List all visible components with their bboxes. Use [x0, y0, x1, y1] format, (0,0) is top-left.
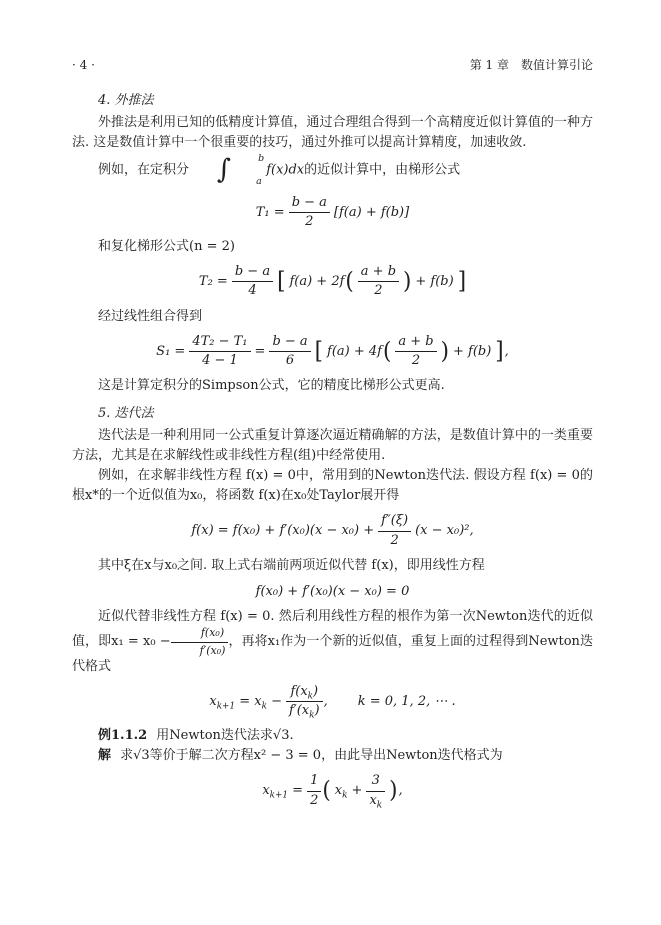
section-4-paragraph-2	[72, 153, 593, 188]
formula-comma: ,	[323, 693, 328, 709]
formula-term: + f(b)	[452, 343, 492, 359]
fraction-numerator: f(x₀)	[171, 627, 229, 642]
section-5-paragraph-2: 例如，在求解非线性方程 f(x) = 0中，常用到的Newton迭代法. 假设方程 f(x) = 0的根x*的一个近似值为x₀，将函数 f(x)在x₀处Taylor展开得	[72, 468, 593, 504]
left-paren: (	[345, 268, 354, 296]
solution-label: 解	[98, 748, 112, 764]
fraction-denominator: 2	[374, 283, 383, 299]
section-4-paragraph-4: 经过线性组合得到	[98, 308, 203, 324]
formula-term: f(a) + 2f	[289, 274, 345, 290]
formula-linear-equation	[72, 584, 593, 600]
equals-sign: =	[288, 783, 304, 799]
solution-line	[72, 746, 593, 766]
section-4-heading: 4. 外推法	[98, 93, 154, 108]
fraction-numerator: 3	[366, 774, 385, 791]
fraction-denominator: 2	[390, 532, 399, 548]
equals-sign: =	[254, 343, 266, 359]
section-5-paragraph-4	[72, 607, 593, 676]
inline-fraction	[171, 627, 229, 656]
fraction	[269, 335, 310, 369]
fraction	[286, 685, 323, 719]
integral-limits	[231, 154, 264, 186]
right-paren: )	[440, 337, 449, 365]
example-text: 用Newton迭代法求√3.	[156, 728, 294, 744]
variable: x	[262, 783, 270, 799]
fraction-numerator: a + b	[358, 265, 399, 282]
section-4-paragraph-5: 这是计算定积分的Simpson公式，它的精度比梯形公式更高.	[98, 378, 445, 394]
integral-sign: ∫	[217, 154, 232, 185]
left-paren: (	[322, 777, 331, 805]
page-number: · 4 ·	[72, 58, 95, 72]
term: f′(x	[288, 702, 310, 718]
formula-term: + f(b)	[415, 274, 454, 290]
fraction	[189, 335, 250, 369]
section-4-paragraph-1: 外推法是利用已知的低精度计算值，通过合理组合得到一个高精度近似计算值的一种方法. 这是数值计算中一个很重要的技巧，通过外推可以提高计算精度，加速收敛.	[72, 115, 593, 150]
term: f(x	[290, 683, 308, 699]
fraction-numerator: a + b	[395, 335, 436, 352]
page-header	[72, 56, 593, 73]
fraction	[307, 774, 321, 808]
subscript: k+1	[269, 790, 289, 801]
example-heading	[72, 726, 593, 746]
fraction-numerator: 1	[307, 774, 321, 791]
fraction	[358, 265, 399, 299]
formula-newton-iteration	[72, 685, 593, 719]
formula-lhs	[209, 694, 282, 710]
fraction-denominator: 6	[285, 352, 295, 368]
formula-body: f(x₀) + f′(x₀)(x − x₀) = 0	[255, 583, 410, 599]
fraction-numerator: b − a	[289, 196, 330, 213]
formula-tail: ,	[504, 343, 509, 359]
integrand: f(x)dx	[266, 162, 305, 178]
example-label: 例1.1.2	[98, 728, 148, 744]
right-bracket: ]	[457, 268, 467, 296]
section-4-paragraph-3: 和复化梯形公式(n = 2)	[98, 239, 235, 255]
fraction-numerator: 4T₂ − T₁	[189, 335, 250, 352]
fraction-denominator	[286, 702, 323, 721]
subscript: k	[307, 691, 314, 702]
left-bracket: [	[314, 337, 324, 365]
chapter-title: 第 1 章 数值计算引论	[469, 58, 593, 72]
section-5-paragraph-3: 其中ξ在x与x₀之间. 取上式右端前两项近似代替 f(x)，即用线性方程	[98, 557, 485, 573]
integral-symbol	[191, 153, 264, 187]
fraction	[366, 773, 385, 811]
text-before-integral: 例如，在定积分	[98, 162, 190, 178]
fraction-denominator: 4	[248, 283, 257, 299]
fraction-denominator: 2	[411, 352, 421, 368]
fraction-numerator: b − a	[269, 335, 310, 352]
variable: x	[334, 783, 343, 799]
formula-condition: k = 0, 1, 2, ⋯ .	[357, 693, 456, 709]
text-after-inline-fraction: ，再将x₁作为一个新的近似值，重复上面的过程得到Newton迭代格式	[72, 634, 593, 674]
operator: −	[266, 693, 282, 709]
formula-rhs: [f(a) + f(b)]	[333, 204, 410, 220]
formula-lhs: T₂ =	[198, 274, 228, 290]
formula-lhs: f(x) = f(x₀) + f′(x₀)(x − x₀) +	[191, 523, 375, 539]
right-paren: )	[389, 777, 398, 805]
left-paren: (	[383, 337, 392, 365]
variable: = x	[235, 693, 262, 709]
fraction-denominator: 4 − 1	[202, 352, 238, 368]
formula-composite-trapezoid-T2	[72, 265, 593, 299]
formula-taylor-expansion	[72, 514, 593, 548]
formula-tail: ,	[398, 783, 403, 799]
fraction-denominator: 2	[310, 792, 319, 808]
fraction	[395, 335, 436, 369]
term: )	[313, 683, 319, 699]
fraction-numerator: f″(ξ)	[378, 514, 411, 531]
page-body	[72, 91, 593, 811]
term: )	[314, 702, 320, 718]
fraction-denominator: f′(x₀)	[199, 643, 226, 657]
section-5-heading: 5. 迭代法	[98, 406, 154, 422]
section-5-paragraph-1: 迭代法是一种利用同一公式重复计算逐次逼近精确解的方法，是数值计算中的一类重要方法，尤其是在求解线性或非线性方程(组)中经常使用.	[72, 428, 593, 464]
subscript: k	[342, 790, 348, 801]
formula-term: f(a) + 4f	[327, 343, 382, 359]
text-after-integral: 的近似计算中，由梯形公式	[304, 162, 461, 178]
integral-lower-limit: a	[256, 175, 262, 187]
subscript: k	[309, 710, 315, 721]
right-paren: )	[403, 268, 412, 296]
variable: x	[209, 693, 217, 709]
right-bracket: ]	[495, 337, 504, 365]
formula-lhs	[262, 783, 303, 799]
solution-text: 求√3等价于解二次方程x² − 3 = 0，由此导出Newton迭代格式为	[120, 748, 503, 764]
formula-lhs: T₁ =	[255, 204, 285, 220]
formula-rhs: (x − x₀)²,	[415, 523, 474, 539]
fraction-numerator	[286, 685, 323, 702]
operator: +	[347, 783, 363, 799]
text-before-inline-fraction: 近似代替非线性方程 f(x) = 0. 然后利用线性方程的根作为第一次Newton迭代的近似值，即x₁ = x₀ −	[72, 609, 593, 650]
integral-upper-limit: b	[258, 153, 265, 164]
fraction-denominator	[366, 792, 385, 811]
variable: x	[369, 792, 377, 808]
fraction	[289, 196, 330, 230]
fraction-denominator: 2	[305, 213, 314, 229]
subscript: k	[261, 701, 267, 712]
formula-term	[335, 783, 363, 799]
subscript: k+1	[216, 701, 236, 712]
fraction	[378, 514, 411, 548]
subscript: k	[376, 800, 383, 811]
left-bracket: [	[277, 268, 286, 296]
fraction	[232, 265, 273, 299]
formula-sqrt3-iteration	[72, 773, 593, 811]
formula-simpson-S1	[72, 335, 593, 369]
fraction-numerator: b − a	[232, 265, 273, 282]
formula-lhs: S₁ =	[156, 343, 186, 359]
formula-trapezoid-T1	[72, 196, 593, 230]
